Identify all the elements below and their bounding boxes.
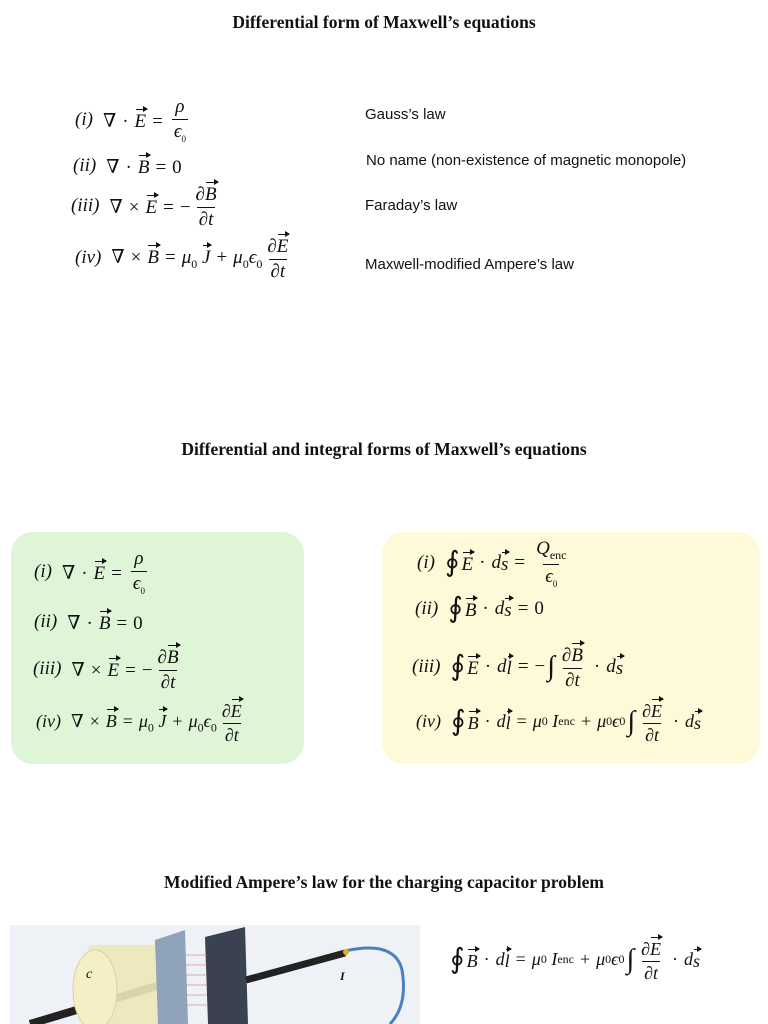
eq-ampere-integral: (iv) ∮ B · d l = μ 0 I enc + μ 0 ϵ 0 ∫ $\frac{\partial E}{\partial t}$ · d s [416, 697, 701, 746]
eq-gauss-integral: (i) ∮ E · d s = $\frac{Q_{enc}}{\epsilon_0}$ [417, 538, 567, 589]
eq-no-monopole-differential: (ii) ∇ · B = 0 [73, 155, 182, 178]
label-faraday-law: Faraday’s law [365, 197, 458, 214]
current-arrow-tip [343, 949, 349, 955]
eq-faraday-integral: (iii) ∮ E · d l = − ∫ $\frac{\partial B}{\partial t}$ · d s [412, 641, 623, 692]
capacitor-illustration [10, 925, 420, 1024]
title-differential: Differential form of Maxwell’s equations [232, 12, 536, 32]
label-c: c [86, 967, 93, 982]
label-no-name: No name (non-existence of magnetic monopole) [366, 152, 687, 169]
title-differential-integral: Differential and integral forms of Maxwell’s equations [181, 439, 587, 459]
eq-ampere-differential-box: (iv) ∇ × $B = \mu_0$ $J + \mu_0\epsilon_0$ $\frac{\partial E}{\partial t}$ [36, 697, 247, 746]
eq-gauss-differential: (i) ∇ · E = $\frac{\rho}{\epsilon_0}$ [75, 96, 187, 144]
eq-ampere-differential: (iv) ∇ × $B = \mu_0$ $J + \mu_0\epsilon_0$ $\frac{\partial E}{\partial t}$ [75, 232, 293, 283]
label-gauss-law: Gauss’s law [365, 106, 446, 123]
label-maxwell-ampere-law: Maxwell-modified Ampere’s law [365, 256, 574, 273]
left-plate [155, 930, 188, 1024]
eq-faraday-differential: (iii) ∇ × E = − $\frac{\partial B}{\partial t}$ [71, 180, 222, 231]
eq-no-monopole-integral: (ii) ∮ B · d s = 0 [415, 593, 544, 624]
label-current: I [340, 969, 345, 983]
eq-faraday-differential-box: (iii) ∇ × E = − $\frac{\partial B}{\partial t}$ [33, 643, 184, 694]
eq-no-monopole-differential-box: (ii) ∇ · B = 0 [34, 611, 143, 634]
title-capacitor: Modified Ampere’s law for the charging capacitor problem [164, 872, 604, 892]
eq-ampere-capacitor: ∮ B · d l = μ 0 I enc + μ 0 ϵ 0 ∫ $\frac{\partial E}{\partial t}$ · d s [450, 935, 700, 984]
cup-rim [73, 950, 117, 1024]
eq-gauss-differential-box: (i) ∇ · E = $\frac{\rho}{\epsilon_0}$ [34, 548, 146, 596]
right-plate [205, 927, 248, 1024]
